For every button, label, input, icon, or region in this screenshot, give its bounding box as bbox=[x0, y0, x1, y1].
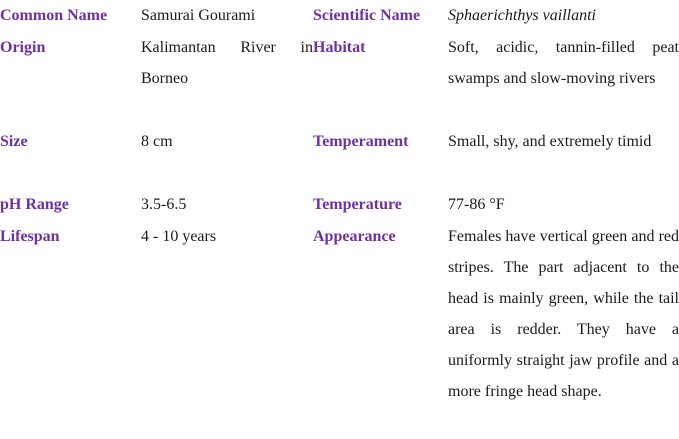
temperament-label: Temperament bbox=[313, 133, 409, 150]
appearance-label: Appearance bbox=[313, 228, 396, 245]
appearance-value: Females have vertical green and red stripes. The part adjacent to the head is mainly green, while the tail area is redder. They have a uniformly straight jaw profile and a more fringe head shape. bbox=[448, 228, 679, 400]
common-name-label: Common Name bbox=[0, 7, 108, 24]
habitat-label: Habitat bbox=[313, 39, 366, 56]
temperature-label: Temperature bbox=[313, 196, 402, 213]
size-label: Size bbox=[0, 133, 28, 150]
scientific-name-label: Scientific Name bbox=[313, 7, 421, 24]
origin-value: Kalimantan River in Borneo bbox=[141, 39, 313, 87]
table-row bbox=[0, 221, 679, 407]
table-row bbox=[0, 126, 679, 189]
habitat-value: Soft, acidic, tannin-filled peat swamps and slow-moving rivers bbox=[448, 39, 679, 87]
scientific-name-value: Sphaerichthys vaillanti bbox=[448, 7, 596, 24]
lifespan-value: 4 - 10 years bbox=[141, 228, 217, 245]
lifespan-label: Lifespan bbox=[0, 228, 60, 245]
table-row bbox=[0, 32, 679, 126]
temperament-value: Small, shy, and extremely timid bbox=[448, 133, 652, 150]
origin-label: Origin bbox=[0, 39, 46, 56]
temperature-value: 77-86 °F bbox=[448, 196, 505, 213]
table-row bbox=[0, 0, 679, 32]
ph-range-label: pH Range bbox=[0, 196, 69, 213]
size-value: 8 cm bbox=[141, 133, 173, 150]
common-name-value: Samurai Gourami bbox=[141, 7, 256, 24]
table-row bbox=[0, 189, 679, 221]
ph-range-value: 3.5-6.5 bbox=[141, 196, 187, 213]
